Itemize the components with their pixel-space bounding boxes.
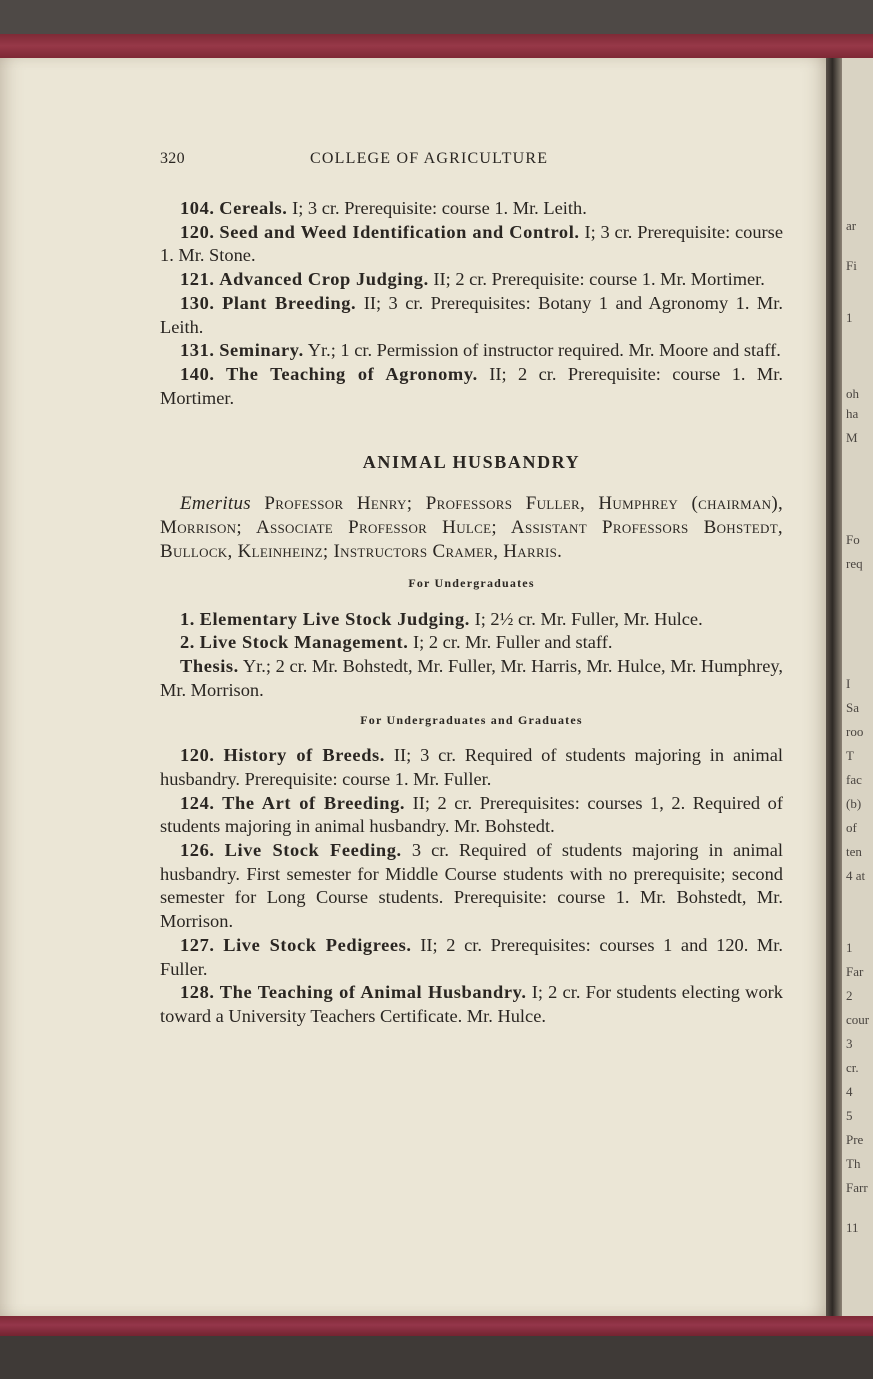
next-page-fragment: 5 (846, 1108, 853, 1123)
next-page-fragment: 4 (846, 1084, 853, 1099)
next-page-fragment: cr. (846, 1060, 859, 1075)
course-entry: 120. Seed and Weed Identification and Control. I; 3 cr. Prerequisite: course 1. Mr. Stone. (160, 221, 783, 266)
next-page-fragment: Fo (846, 532, 860, 547)
course-entry: 120. History of Breeds. II; 3 cr. Required of students majoring in animal husbandry. Prerequisite: course 1. Mr. Fuller. (160, 745, 783, 789)
undergrad-course-list (160, 608, 783, 703)
page-body (160, 197, 783, 1029)
faculty-list: Emeritus Professor Henry; Professors Fuller, Humphrey (chairman), Morrison; Associate Professor Hulce; Assistant Professors Bohstedt, Bullock, Kleinheinz; Instructors Cramer, Harris. (160, 493, 783, 563)
course-entry: 131. Seminary. Yr.; 1 cr. Permission of instructor required. Mr. Moore and staff. (180, 340, 781, 361)
next-page-fragment: req (846, 556, 863, 571)
next-page-fragment: I (846, 676, 851, 691)
next-page-fragment: 3 (846, 1036, 853, 1051)
section-title: ANIMAL HUSBANDRY (362, 452, 581, 473)
course-entry: 124. The Art of Breeding. II; 2 cr. Prerequisites: courses 1, 2. Required of students majoring in animal husbandry. Mr. Bohstedt. (160, 792, 783, 837)
scanner-background-bottom (0, 1336, 873, 1379)
agronomy-course-list (160, 197, 783, 410)
course-entry: 130. Plant Breeding. II; 3 cr. Prerequisites: Botany 1 and Agronomy 1. Mr. Leith. (160, 292, 783, 337)
grad-course-list (160, 744, 783, 1028)
next-page-fragment: oh (846, 386, 859, 401)
course-entry: 1. Elementary Live Stock Judging. I; 2½ cr. Mr. Fuller, Mr. Hulce. (180, 608, 703, 629)
undergrad-heading: For Undergraduates (408, 576, 535, 591)
course-entry: 2. Live Stock Management. I; 2 cr. Mr. Fuller and staff. (180, 632, 613, 653)
next-page-fragment: 2 (846, 988, 853, 1003)
next-page-fragment: Th (846, 1156, 861, 1171)
next-page-fragment: fac (846, 772, 862, 787)
next-page-fragment: Farr (846, 1180, 868, 1195)
next-page-fragment: Pre (846, 1132, 864, 1147)
book-binding-bottom (0, 1314, 873, 1336)
book-binding-top (0, 34, 873, 60)
course-entry: Thesis. Yr.; 2 cr. Mr. Bohstedt, Mr. Fuller, Mr. Harris, Mr. Hulce, Mr. Humphrey, Mr. Morrison. (160, 656, 783, 700)
next-page-fragment: ten (846, 844, 862, 859)
course-entry: 140. The Teaching of Agronomy. II; 2 cr. Prerequisite: course 1. Mr. Mortimer. (160, 363, 783, 408)
course-entry: 126. Live Stock Feeding. 3 cr. Required of students majoring in animal husbandry. First semester for Middle Course students with no prerequisite; second semester for Long Course students. Prerequisite: course 1. Mr. Bohstedt, Mr. Morrison. (160, 840, 784, 932)
next-page-fragment: roo (846, 724, 864, 739)
next-page-fragment: Fi (846, 258, 857, 273)
grad-heading: For Undergraduates and Graduates (360, 712, 583, 727)
course-entry: 104. Cereals. I; 3 cr. Prerequisite: course 1. Mr. Leith. (180, 198, 587, 218)
next-page-fragment: 1 (846, 940, 853, 955)
running-header (160, 150, 780, 170)
course-entry: 128. The Teaching of Animal Husbandry. I; 2 cr. For students electing work toward a University Teachers Certificate. Mr. Hulce. (160, 982, 783, 1026)
next-page-fragment: 1 (846, 310, 853, 325)
next-page-fragment: of (846, 820, 857, 835)
next-page-fragment: T (846, 748, 854, 763)
next-page-fragment: ar (846, 218, 857, 233)
next-page-fragment: Sa (846, 700, 859, 715)
next-page-fragment: cour (846, 1012, 870, 1027)
course-entry: 127. Live Stock Pedigrees. II; 2 cr. Prerequisites: courses 1 and 120. Mr. Fuller. (160, 934, 783, 979)
next-page-fragment: 11 (846, 1220, 859, 1235)
course-entry: 121. Advanced Crop Judging. II; 2 cr. Prerequisite: course 1. Mr. Mortimer. (180, 269, 765, 290)
scanner-background-top (0, 0, 873, 34)
next-page-fragment: Far (846, 964, 864, 979)
next-page-fragment: M (846, 430, 858, 445)
next-page-fragment: ha (846, 406, 859, 421)
next-page-edge (842, 58, 873, 1316)
next-page-fragment: (b) (846, 796, 862, 811)
book-gutter (826, 58, 842, 1316)
running-head-title: COLLEGE OF AGRICULTURE (310, 150, 549, 167)
next-page-fragment: 4 at (846, 868, 866, 883)
page-number: 320 (160, 150, 185, 167)
